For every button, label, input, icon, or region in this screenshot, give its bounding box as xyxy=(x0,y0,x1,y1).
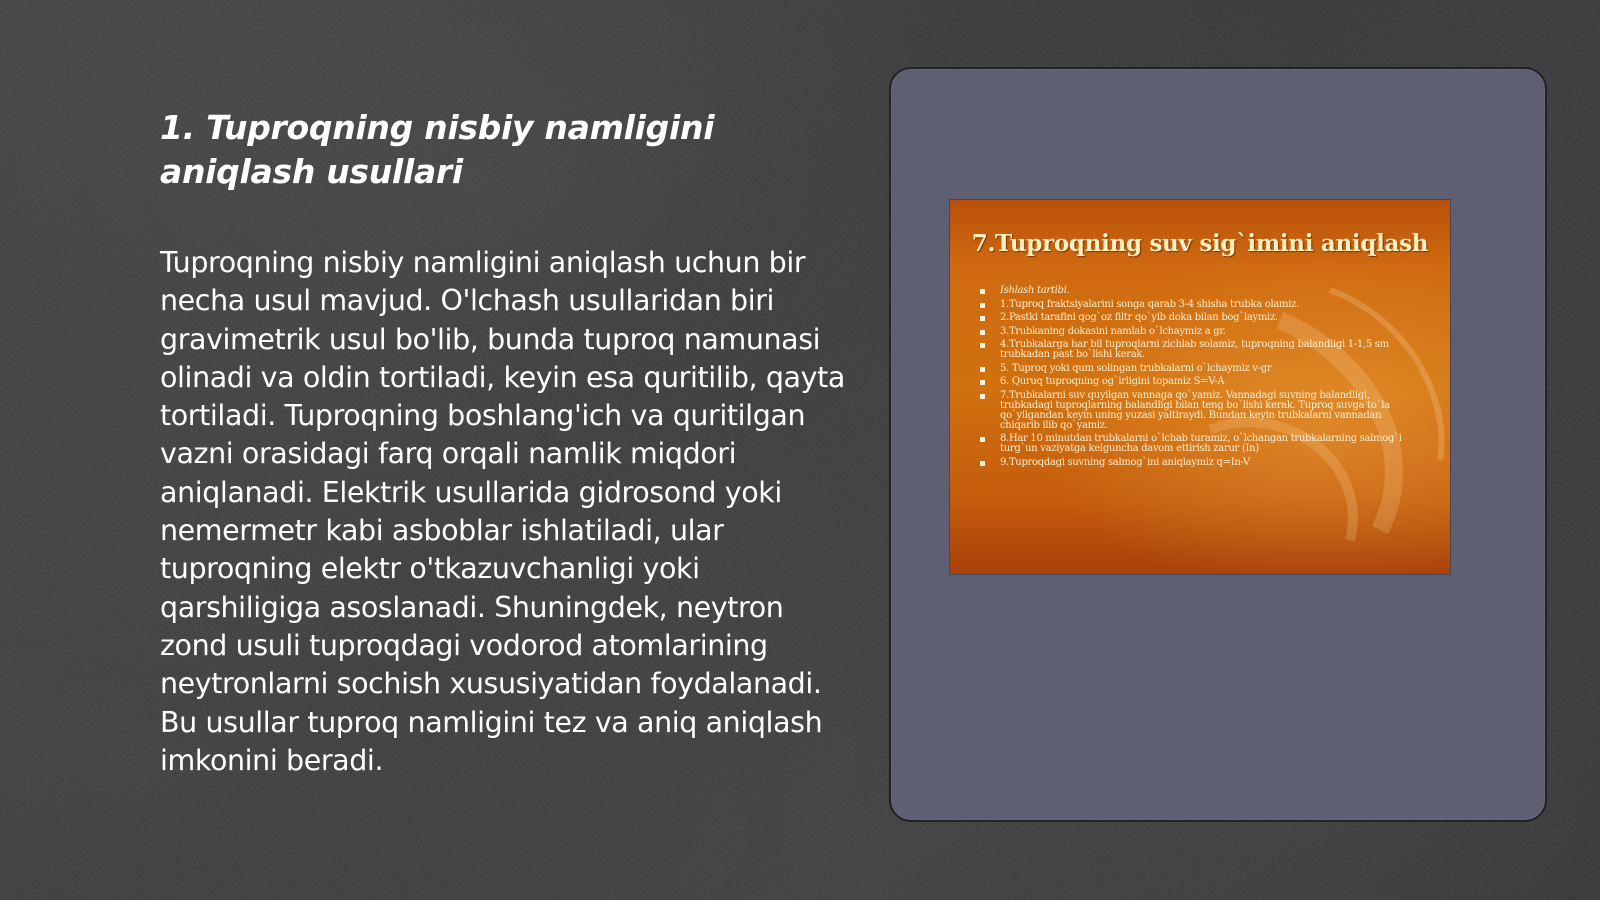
list-item: 9.Tuproqdagi suvning salmog`ini aniqlaymiz q=In-V xyxy=(978,458,1418,468)
list-item: 8.Har 10 minutdan trubkalarni o`lchab turamiz, o`lchangan trubkalarning salmog`i turg`un vaziyatga kelguncha davom ettirish zarur (In) xyxy=(978,434,1418,454)
list-item: 7.Trubkalarni suv quyilgan vannaga qo`yamiz. Vannadagi suvning balandligi, trubkadagi tuproqlarning balandligi bilan teng bo`lishi kerak. Tuproq suvga to`la qo`yilgandan keyin uning yuzasi yaltiraydi. Bundan keyin trubkalarni vannadan chiqarib ilib qo`yamiz. xyxy=(978,391,1418,431)
embedded-slide-list xyxy=(978,286,1418,471)
slide-body-text: Tuproqning nisbiy namligini aniqlash uchun bir necha usul mavjud. O'lchash usullaridan biri gravimetrik usul bo'lib, bunda tuproq namunasi olinadi va oldin tortiladi, keyin esa quritilib, qayta tortiladi. Tuproqning boshlang'ich va quritilgan vazni orasidagi farq orqali namlik miqdori aniqlanadi. Elektrik usullarida gidrosond yoki nemermetr kabi asboblar ishlatiladi, ular tuproqning elektr o'tkazuvchanligi yoki qarshiligiga asoslanadi. Shuningdek, neytron zond usuli tuproqdagi vodorod atomlarining neytronlarni sochish xususiyatidan foydalanadi. Bu usullar tuproq namligini tez va aniq aniqlash imkonini beradi. xyxy=(160,246,845,777)
embedded-slide-title: 7.Tuproqning suv sig`imini aniqlash xyxy=(971,230,1429,257)
list-item: 1.Tuproq fraktsiyalarini songa qarab 3-4 shisha trubka olamiz. xyxy=(978,300,1418,310)
list-item: 4.Trubkalarga har bil tuproqlarni zichlab solamiz, tuproqning balandligi 1-1,5 sm trubkadan past bo`lishi kerak. xyxy=(978,340,1418,360)
slide-title: 1. Tuproqning nisbiy namligini aniqlash usullari xyxy=(160,108,715,191)
embedded-slide-image xyxy=(950,200,1450,574)
list-item: 5. Tuproq yoki qum solingan trubkalarni o`lchaymiz v-gr xyxy=(978,364,1418,374)
list-item: 3.Trubkaning dokasini namlab o`lchaymiz a gr. xyxy=(978,327,1418,337)
list-item: 6. Quruq tuproqning og`irligini topamiz S=V-A xyxy=(978,377,1418,387)
list-item: Ishlash tartibi. xyxy=(978,286,1418,296)
list-item: 2.Pastki tarafini qog`oz filtr qo`yib doka bilan bog`laymiz. xyxy=(978,313,1418,323)
